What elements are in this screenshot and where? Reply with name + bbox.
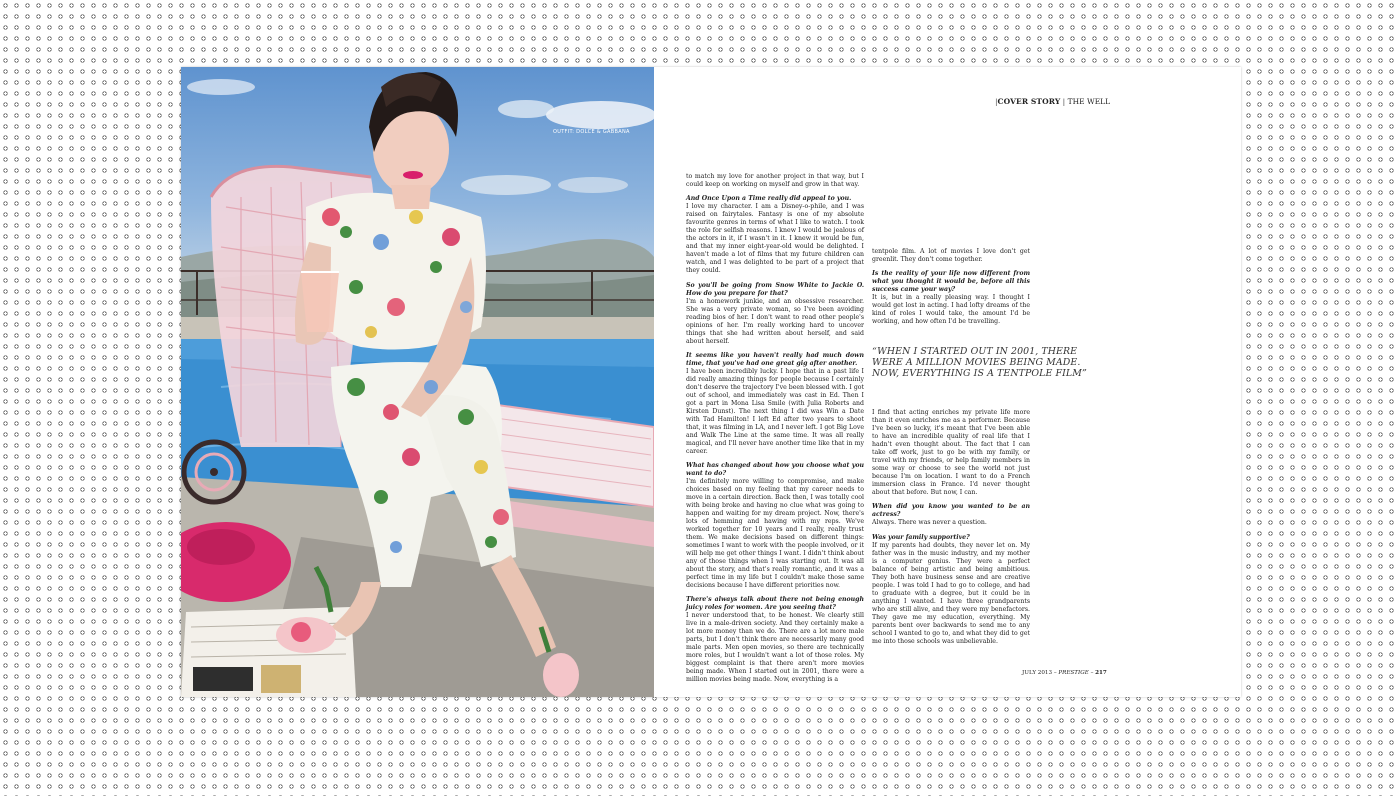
question-text: Was your family supportive? (872, 533, 970, 541)
folio-separator: – (1090, 670, 1094, 676)
article-paragraph (872, 270, 1030, 326)
question-text: So you'll be going from Snow White to Jackie O. How do you prepare for that? (686, 281, 864, 297)
magazine-spread (181, 67, 1241, 697)
folio-magazine: PRESTIGE (1058, 670, 1089, 676)
section-name: COVER STORY (997, 97, 1061, 106)
answer-text: I have been incredibly lucky. I hope that in a past life I did really amazing things for people because I certainly don't deserve the trajectory I've been blessed with. I got out of school, and immediately was cast in Ed. Then I got a part in Mona Lisa Smile (with Julia Roberts and Kirsten Dunst). The next thing I did was Win a Date with Tad Hamilton! I left Ed after two years to shoot that, it was filming in LA, and I never left. I got Big Love and Walk The Line at the same time. It was all really magical, and I'll never have another time like that in my career. (686, 367, 864, 455)
article-paragraph (686, 352, 864, 456)
article-paragraph (872, 409, 1030, 497)
question-text: When did you know you wanted to be an actress? (872, 503, 1030, 519)
article-paragraph (872, 248, 1030, 264)
question-text: And Once Upon a Time really did appeal to you. (686, 195, 852, 203)
article-paragraph (872, 503, 1030, 527)
answer-text: It is, but in a really pleasing way. I thought I would get lost in acting. I had lofty dreams of the kind of roles I would take, the amount I'd be working, and how often I'd be travelling. (872, 294, 1030, 326)
article-paragraph (872, 534, 1030, 646)
article-paragraph (686, 596, 864, 684)
article-column-right-top (872, 248, 1030, 333)
answer-text: I'm definitely more willing to compromise, and make choices based on my feeling that my career needs to move in a certain direction. Back then, I was totally cool with being broke and having no clue what was going to happen and waiting for my dream project. Now, there's lots of hemming and hawing with my reps. We've worked together for 10 years and I really, really trust them. We make decisions based on different things: sometimes I want to work with the people involved, or it will help me get other things I want. I didn't think about any of those things when I was starting out. It was all about the story, and that's really romantic, and it was a perfect time in my life but I couldn't make those same decisions because I have different priorities now. (686, 478, 864, 590)
folio-date: JULY 2013 (1022, 670, 1053, 676)
answer-text: Always. There was never a question. (872, 519, 987, 527)
answer-text: I love my character. I am a Disney-o-phile, and I was raised on fairytales. Fantasy is one of my absolute favourite genres in terms of what I like to watch. I took the role for selfish reasons. I knew I would be jealous of the actors in it, if I wasn't in it. I knew it would be fun, and that my inner eight-year-old would be delighted. I haven't made a lot of films that my future children can watch, and I was delighted to be part of a project that they could. (686, 203, 864, 275)
photo-illustration (181, 67, 654, 697)
question-text: It seems like you haven't really had much down time, that you've had one great gig after another. (686, 351, 864, 367)
running-head-separator: | (1062, 97, 1066, 106)
article-paragraph (686, 195, 864, 275)
question-text: There's always talk about there not being enough juicy roles for women. Are you seeing that? (686, 596, 864, 612)
answer-text: tentpole film. A lot of movies I love don't get greenlit. They don't come together. (872, 248, 1030, 263)
photo-credit: OUTFIT: DOLCE & GABBANA (553, 129, 630, 135)
question-text: Is the reality of your life now different from what you thought it would be, before all this success came your way? (872, 270, 1030, 294)
page-folio (1022, 670, 1107, 676)
pull-quote: “WHEN I STARTED OUT IN 2001, THERE WERE A MILLION MOVIES BEING MADE. NOW, EVERYTHING IS A TENTPOLE FILM” (872, 346, 1087, 379)
article-paragraph (686, 282, 864, 346)
question-text: What has changed about how you choose what you want to do? (686, 462, 864, 478)
article-paragraph (686, 173, 864, 189)
answer-text: to match my love for another project in that way, but I could keep on working on myself and grow in that way. (686, 173, 864, 188)
answer-text: If my parents had doubts, they never let on. My father was in the music industry, and my mother is a computer genius. They were a perfect balance of being artistic and being ambitious. They both have business sense and are creative people. I was told I had to go to college, and had to graduate with a degree, but it could be in anything I wanted. I have three grandparents who are still alive, and they were my benefactors. They gave me my education, everything. My parents bent over backwards to send me to any school I wanted to go to, and what they did to get me into those schools was unbelievable. (872, 541, 1030, 645)
folio-separator: – (1053, 670, 1057, 676)
answer-text: I'm a homework junkie, and an obsessive researcher. She was a very private woman, so I've been avoiding reading bios of her. I don't want to read other people's opinions of her. I'm really working hard to uncover things that she had written about herself, and said about herself. (686, 297, 864, 345)
running-head (995, 97, 1110, 106)
subsection-name: THE WELL (1067, 97, 1111, 106)
answer-text: I never understood that, to be honest. We clearly still live in a male-driven society. And they certainly make a lot more money than we do. There are a lot more male parts, but I don't think there are necessarily many good male parts. Men open movies, so there are technically more roles, but I wouldn't want a lot of those roles. My biggest complaint is that there aren't more movies being made. When I started out in 2001, there were a million movies being made. Now, everything is a (686, 612, 864, 684)
running-head-separator: | (995, 97, 998, 106)
page-number: 217 (1095, 670, 1107, 676)
cover-photo (181, 67, 654, 697)
article-column-left (686, 173, 864, 691)
answer-text: I find that acting enriches my private life more than it even enriches me as a performer. Because I've been so lucky, it's meant that I've been able to have an incredible quality of real life that I hadn't even thought about. The fact that I can take off work, just to go be with my family, or travel with my friends, or help family members in some way or choose to see the world not just because I'm on location. I want to do a French immersion class in France. I'd never thought about that before. But now, I can. (872, 409, 1030, 496)
article-paragraph (686, 462, 864, 590)
article-column-right-bottom (872, 409, 1030, 652)
